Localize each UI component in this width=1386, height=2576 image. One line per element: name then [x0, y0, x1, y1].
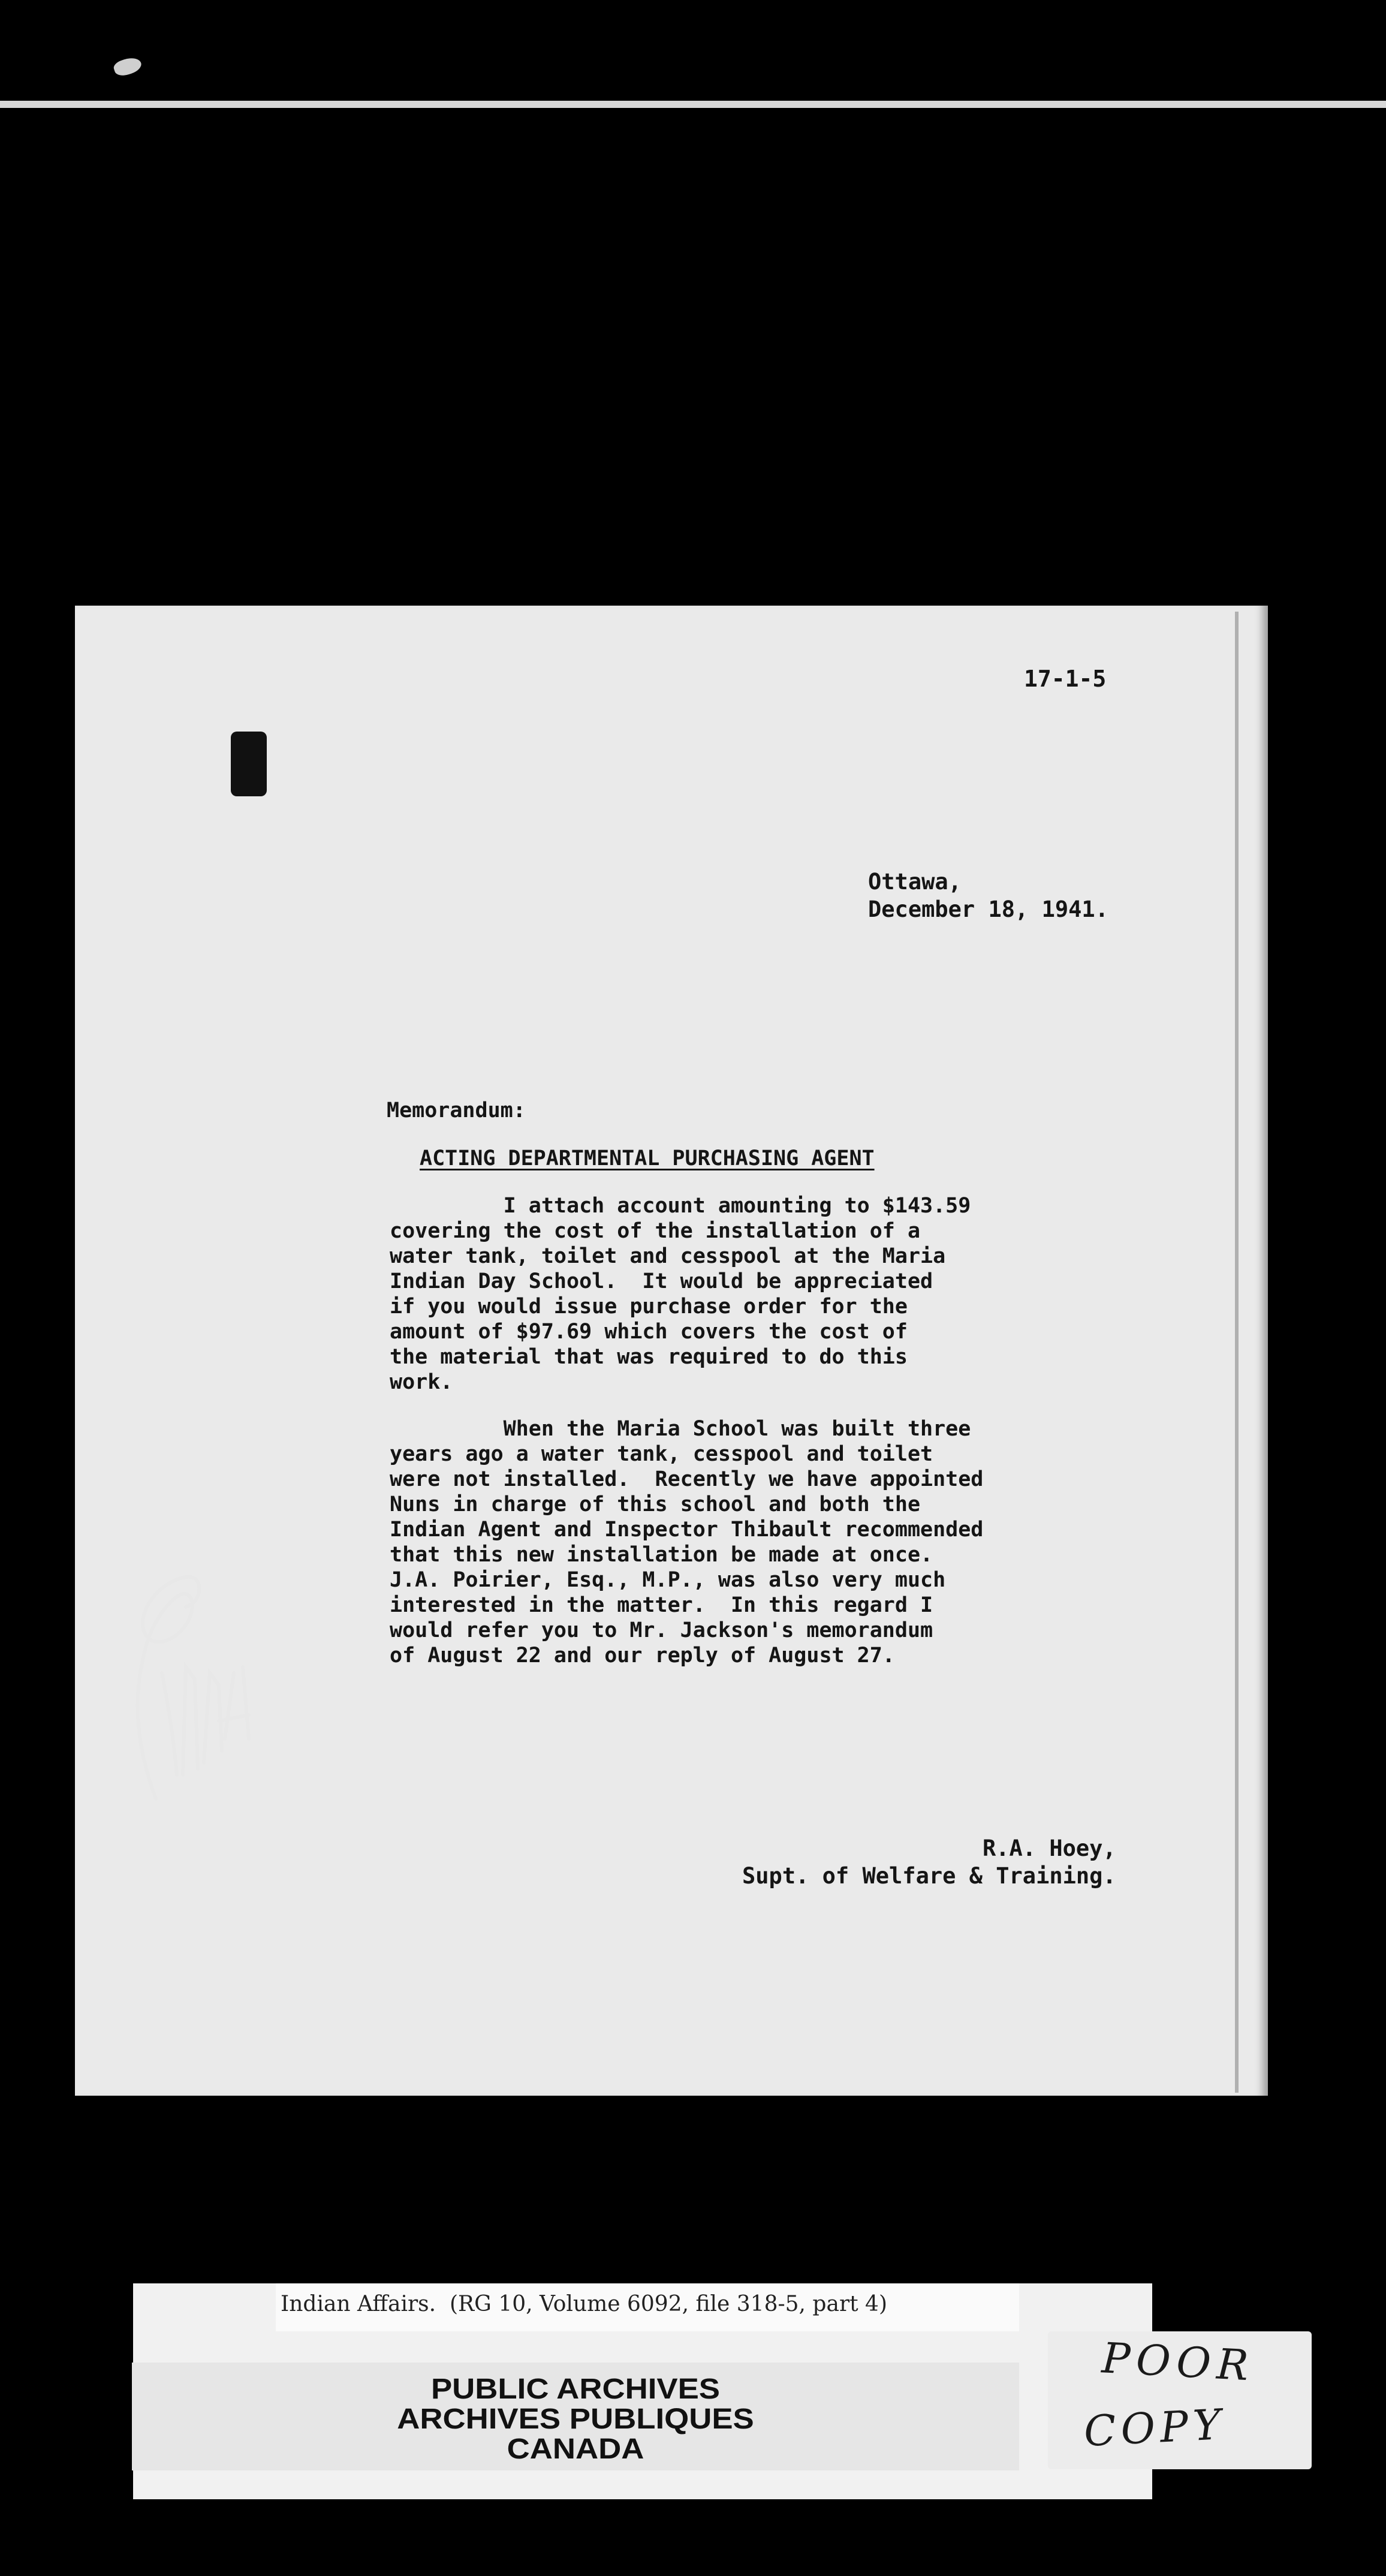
punch-hole-mark — [231, 732, 267, 796]
stamp-line-1: PUBLIC ARCHIVES — [430, 2373, 721, 2405]
stamp-line-3: CANADA — [507, 2433, 644, 2465]
poor-note-line-2: COPY — [1083, 2399, 1227, 2457]
signatory-title: Supt. of Welfare & Training. — [742, 1863, 1116, 1889]
handwritten-initials — [114, 1523, 258, 1805]
file-reference: 17-1-5 — [1024, 666, 1107, 692]
page-edge — [1235, 612, 1239, 2093]
paragraph-1: I attach account amounting to $143.59 covering the cost of the installation of a water tank, toilet and cesspool at the Maria Indian Day School. It would be appreciated if you would issue purchase order for the amount of $97.69 which covers the cost of the material that was required to do this work. — [390, 1194, 971, 1394]
stamp-line-2: ARCHIVES PUBLIQUES — [397, 2403, 754, 2435]
film-frame-line — [0, 101, 1386, 108]
signatory-name: R.A. Hoey, — [982, 1835, 1116, 1861]
poor-copy-note — [1048, 2331, 1312, 2469]
memo-heading: Memorandum: — [387, 1099, 526, 1123]
addressee: ACTING DEPARTMENTAL PURCHASING AGENT — [420, 1146, 875, 1170]
film-speck — [112, 55, 143, 79]
place: Ottawa, — [868, 869, 962, 895]
archive-citation: Indian Affairs. (RG 10, Volume 6092, file 318-5, part 4) — [281, 2292, 888, 2316]
place-and-date — [868, 868, 1108, 923]
archive-stamp — [132, 2363, 1019, 2470]
poor-note-line-1: POOR — [1101, 2333, 1256, 2391]
signature-block — [742, 1835, 1116, 1890]
date: December 18, 1941. — [868, 896, 1108, 922]
citation-strip — [276, 2283, 1019, 2331]
paragraph-2: When the Maria School was built three years ago a water tank, cesspool and toilet were not installed. Recently we have appointed Nuns in charge of this school and both the Indian Agent and Inspector Thibault recommended that this new installation be made at once. J.A. Poirier, Esq., M.P., was also very much interested in the matter. In this regard I would refer you to Mr. Jackson's memorandum of August 22 and our reply of August 27. — [390, 1417, 984, 1668]
